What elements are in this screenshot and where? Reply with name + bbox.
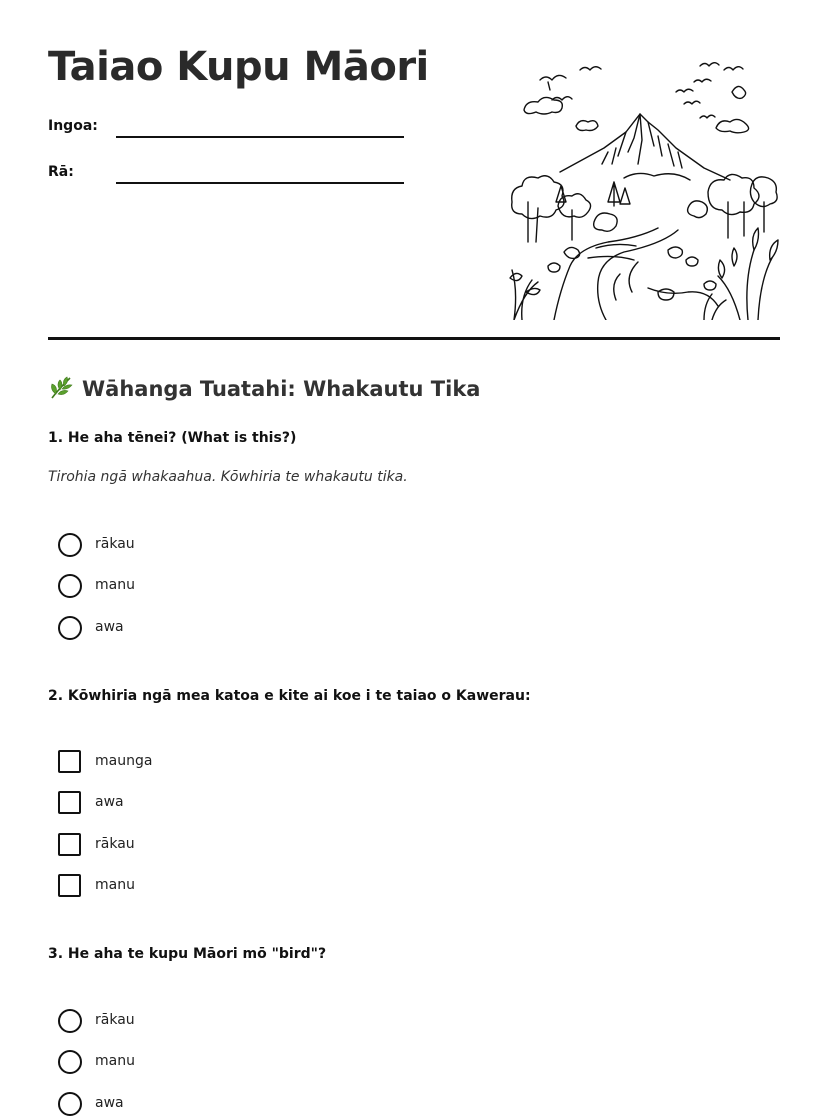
name-label: Ingoa: (48, 118, 98, 134)
option-label: rākau (95, 536, 135, 552)
checkbox[interactable] (58, 791, 81, 814)
date-field-row (48, 160, 408, 190)
leaf-icon (48, 374, 76, 402)
question-2-option-2[interactable] (58, 791, 358, 815)
name-field-row (48, 114, 408, 144)
date-input-line[interactable] (116, 182, 404, 184)
option-label: rākau (95, 836, 135, 852)
mountain-river-landscape-illustration (508, 52, 782, 320)
question-2-option-3[interactable] (58, 833, 358, 857)
checkbox[interactable] (58, 750, 81, 773)
section-heading (48, 374, 480, 406)
option-label: manu (95, 577, 135, 593)
checkbox[interactable] (58, 874, 81, 897)
question-3-option-2[interactable] (58, 1050, 358, 1074)
bird-icon (540, 63, 746, 118)
radio-button[interactable] (58, 1009, 82, 1033)
date-label: Rā: (48, 164, 74, 180)
name-input-line[interactable] (116, 136, 404, 138)
header-divider (48, 337, 780, 340)
radio-button[interactable] (58, 574, 82, 598)
option-label: maunga (95, 753, 153, 769)
question-3-title: 3. He aha te kupu Māori mō "bird"? (48, 946, 327, 962)
question-1-option-1[interactable] (58, 533, 358, 557)
question-2-option-4[interactable] (58, 874, 358, 898)
question-3-option-1[interactable] (58, 1009, 358, 1033)
option-label: manu (95, 1053, 135, 1069)
question-3-option-3[interactable] (58, 1092, 358, 1116)
question-1-option-2[interactable] (58, 574, 358, 598)
option-label: rākau (95, 1012, 135, 1028)
radio-button[interactable] (58, 616, 82, 640)
option-label: awa (95, 794, 124, 810)
option-label: awa (95, 619, 124, 635)
checkbox[interactable] (58, 833, 81, 856)
radio-button[interactable] (58, 1092, 82, 1116)
page-title: Taiao Kupu Māori (48, 44, 429, 90)
question-1-option-3[interactable] (58, 616, 358, 640)
question-1-hint: Tirohia ngā whakaahua. Kōwhiria te whakautu tika. (48, 469, 408, 485)
question-2-option-1[interactable] (58, 750, 358, 774)
question-2-title: 2. Kōwhiria ngā mea katoa e kite ai koe i te taiao o Kawerau: (48, 688, 531, 704)
option-label: awa (95, 1095, 124, 1111)
question-1-title: 1. He aha tēnei? (What is this?) (48, 430, 297, 446)
radio-button[interactable] (58, 1050, 82, 1074)
option-label: manu (95, 877, 135, 893)
radio-button[interactable] (58, 533, 82, 557)
section-title-text: Wāhanga Tuatahi: Whakautu Tika (82, 377, 481, 401)
